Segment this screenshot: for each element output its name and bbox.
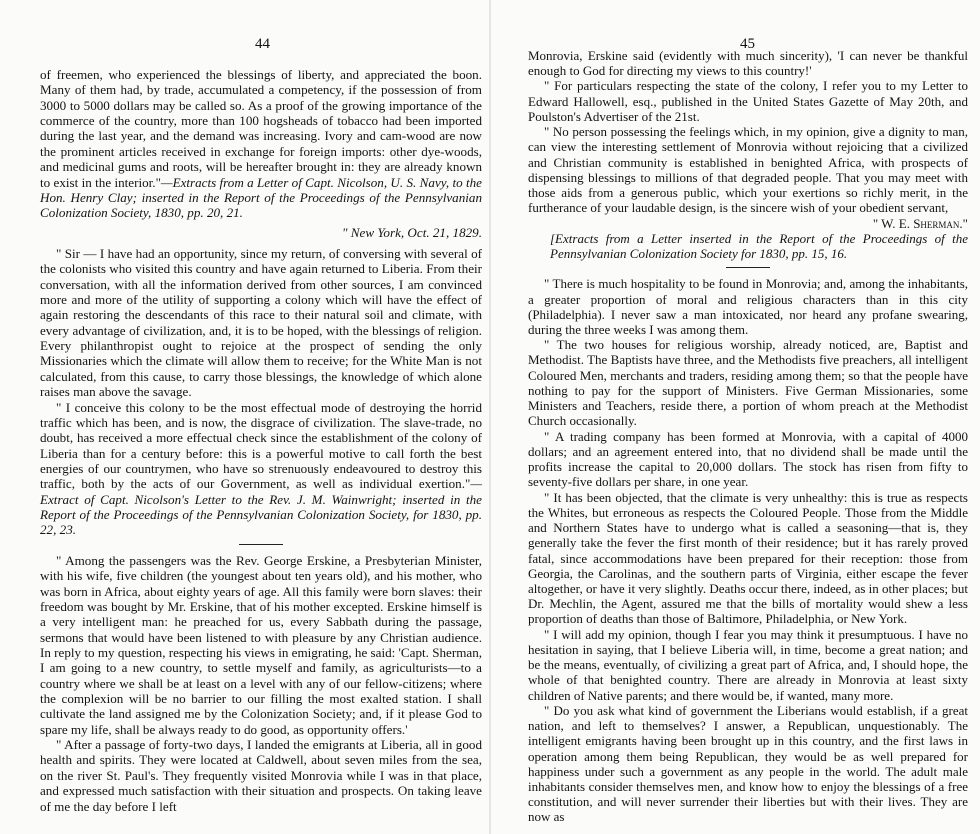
page-number: 44 — [255, 36, 270, 52]
section-rule — [239, 544, 283, 545]
citation: [Extracts from a Letter inserted in the Report of the Proceedings of the Pennsylvanian Colonization Society for 1830, pp. 15, 16. — [550, 230, 968, 262]
paragraph: " After a passage of forty-two days, I landed the emigrants at Liberia, all in good health and spirits. They were located at Caldwell, about seven miles from the sea, on the river St. Paul's. They frequently visited Monrovia while I was in that place, and expressed much satisfaction with their situation and prospects. On taking leave of me the day before I left — [40, 737, 482, 814]
paragraph: Monrovia, Erskine said (evidently with much sincerity), 'I can never be thankful enough to God for directing my views to this country!' — [528, 48, 968, 79]
paragraph: " I conceive this colony to be the most effectual mode of destroying the horrid traffic which has been, and is now, the disgrace of civilization. The slave-trade, no doubt, has received a more effectual check since the establishment of the colony of Liberia than for a century before: this is a powerful motive to call forth the best energies of our countrymen, who have so strenuously endeavoured to destroy this traffic, both by the acts of our Government, as well as individual exertion."—Extract of Capt. Nicolson's Letter to the Rev. J. M. Wainwright; inserted in the Report of the Proceedings of the Pennsylvanian Colonization Society, for 1830, pp. 22, 23. — [40, 399, 482, 538]
paragraph: " A trading company has been formed at Monrovia, with a capital of 4000 dollars; and an agreement entered into, that no dividend shall be made until the profits increase the capital to 20,000 dollars. The stock has risen from fifty to seventy-five dollars per share, in one year. — [528, 428, 968, 490]
right-text-column — [528, 48, 968, 825]
paragraph: " Sir — I have had an opportunity, since my return, of conversing with several of the colonists who visited this country and have again returned to Liberia. From their conversation, with all the information derived from other sources, I am convinced more and more of the utility of supporting a colony which will have the effect of again restoring the descendants of this race to their natural soil and climate, with every advantage of civilization, and, it is to be hoped, with the blessings of religion. Every philanthropist ought to rejoice at the prospect of sending the only Missionaries which the climate will allow them to receive; for the White Man is not calculated, from this cause, to carry those blessings, the knowledge of which alone raises man above the savage. — [40, 245, 482, 400]
paragraph: " No person possessing the feelings which, in my opinion, give a dignity to man, can view the interesting settlement of Monrovia without rejoicing that a civilized and Christian community is established in benighted Africa, with prospects of dispensing blessings to millions of that degraded people. That you may meet with those aids from a generous public, which your exertions so richly merit, in the furtherance of your laudable design, is the sincere wish of your obedient servant, " W. E. Sherman." — [528, 124, 968, 231]
section-rule — [726, 267, 770, 268]
signature: " W. E. Sherman." — [872, 215, 968, 231]
left-text-column — [40, 67, 482, 814]
paragraph: " For particulars respecting the state of the colony, I refer you to my Letter to Edward Hallowell, esq., published in the United States Gazette of May 20th, and Poulston's Advertiser of the 21st. — [528, 78, 968, 124]
paragraph: " I will add my opinion, though I fear you may think it presumptuous. I have no hesitation in saying, that I believe Liberia will, in time, become a great nation; and be the means, eventually, of civilizing a great part of Africa, and, I should hope, the whole of that benighted country. There are already in Monrovia at least sixty children of Native parents; and there would be, if wanted, many more. — [528, 626, 968, 703]
paragraph: " There is much hospitality to be found in Monrovia; and, among the inhabitants, a greater proportion of moral and religious characters than in this city (Philadelphia). I never saw a man intoxicated, nor heard any profane swearing, during the three weeks I was among them. — [528, 276, 968, 337]
paragraph: " The two houses for religious worship, already noticed, are, Baptist and Methodist. The Baptists have three, and the Methodists five preachers, all intelligent Coloured Men, merchants and traders, residing among them; so that the people have nothing to pay for the support of Ministers. Five German Missionaries, some Ministers and Teachers, reside there, a portion of whom preach at the Methodist Church occasionally. — [528, 337, 968, 429]
page-number: 45 — [740, 36, 755, 52]
paragraph: " Do you ask what kind of government the Liberians would establish, if a great nation, and left to themselves? I answer, a Republican, unquestionably. The intelligent emigrants having been brought up in this country, and the first laws in operation among them being Republican, they would be as well prepared for happiness under such a government as any people in the world. The adult male inhabitants consider themselves men, and know how to enjoy the blessings of a free constitution, and will never surrender their liberties but with their lives. They are now as — [528, 702, 968, 825]
paragraph: " It has been objected, that the climate is very unhealthy: this is true as respects the Whites, but erroneous as respects the Coloured People. Those from the Middle and Northern States have to undergo what is called a seasoning—that is, they generally take the fever the first month of their residence; but it has rarely proved fatal, since accommodations have been prepared for their reception: those from Georgia, the Carolinas, and the southern parts of Virginia, either escape the fever altogether, or have it very slightly. Deaths occur there, indeed, as in other places; but Dr. Mechlin, the Agent, assured me that the bills of mortality would shew a less proportion of deaths than those of Baltimore, Philadelphia, or New York. — [528, 489, 968, 627]
paragraph: " Among the passengers was the Rev. George Erskine, a Presbyterian Minister, with his wife, five children (the youngest about ten years old), and his mother, who was born in Africa, about eighty years of age. All this family were born slaves: their freedom was bought by Mr. Erskine, that of his mother excepted. Erskine himself is a very intelligent man: he preached for us, every Sabbath during the passage, sermons that would have been listened to with pleasure by any Christian audience. In reply to my question, respecting his views in emigrating, he said: 'Capt. Sherman, I am going to a new country, to settle myself and family, as agriculturists—to a country where we shall be at least on a level with any of our fellow-citizens; where the complexion will be no barrier to our filling the most exalted station. I shall cultivate the land assigned me by the Colonization Society; and, if it please God to spare my life, shall be always ready to do good, as opportunity offers.' — [40, 552, 483, 737]
paragraph: of freemen, who experienced the blessings of liberty, and appreciated the boon. Many of them had, by trade, accumulated a competency, if the possession of from 3000 to 5000 dollars may be called so. As a proof of the growing importance of the commerce of the country, more than 100 hogsheads of tobacco had been imported during the last year, and the demand was increasing. Ivory and cam-wood are now the prominent articles received in exchange for foreign imports: other dye-woods, and medicinal gums and roots, will be hereafter brought in: they are already known to exist in the interior."—Extracts from a Letter of Capt. Nicolson, U. S. Navy, to the Hon. Henry Clay; inserted in the Report of the Proceedings of the Pennsylvanian Colonization Society, 1830, pp. 20, 21. — [40, 67, 482, 221]
right-page — [490, 0, 980, 834]
dateline: " New York, Oct. 21, 1829. — [342, 224, 482, 240]
